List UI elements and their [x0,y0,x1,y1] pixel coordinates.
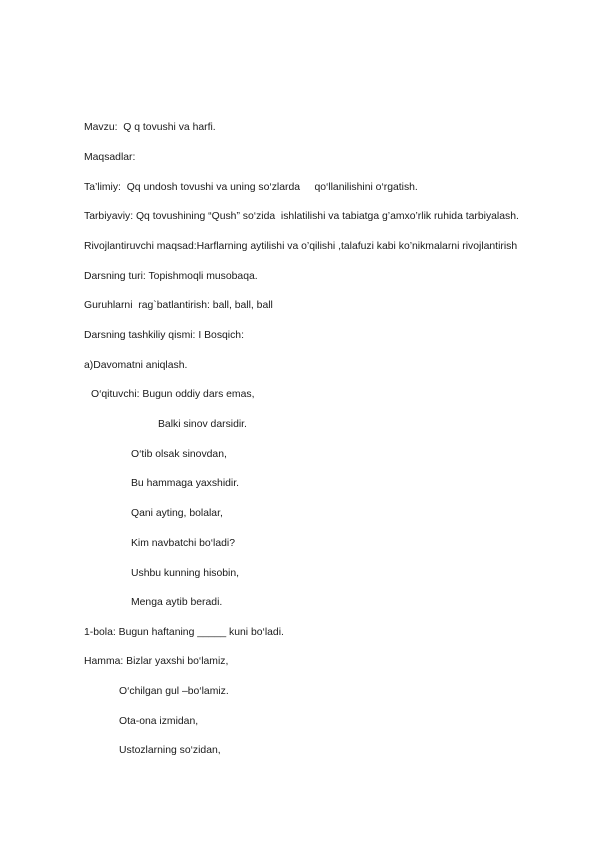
text-line-attendance: a)Davomatni aniqlash. [84,360,188,371]
text-line-developmental: Rivojlantiruvchi maqsad:Harflarning aytilishi va o’qilishi ,talafuzi kabi ko’nikmalarni rivojlantirish [84,241,518,252]
verse-line: Bu hammaga yaxshidir. [131,478,240,489]
text-line-teacher: O‘qituvchi: Bugun oddiy dars emas, [91,389,255,400]
verse-line: Qani ayting, bolalar, [131,508,223,519]
verse-line: Ustozlarning so‘zidan, [119,745,221,756]
text-line-upbringing: Tarbiyaviy: Qq tovushining “Qush” so‘zida ishlatilishi va tabiatga g’amxo’rlik ruhida tarbiyalash. [84,211,519,222]
verse-line: Menga aytib beradi. [131,597,223,608]
verse-line: Ota-ona izmidan, [119,716,199,727]
text-line-everyone: Hamma: Bizlar yaxshi bo‘lamiz, [84,656,229,667]
text-line-lesson-type: Darsning turi: Topishmoqli musobaqa. [84,271,258,282]
verse-line: O‘chilgan gul –bo‘lamiz. [119,686,229,697]
text-line-child: 1-bola: Bugun haftaning _____ kuni bo‘ladi. [84,627,284,638]
text-line-educational: Ta’limiy: Qq undosh tovushi va uning so‘zlarda qo‘llanilishini o‘rgatish. [84,182,418,193]
verse-line: Balki sinov darsidir. [158,419,247,430]
text-line-objectives: Maqsadlar: [84,152,136,163]
text-line-topic: Mavzu: Q q tovushi va harfi. [84,122,216,133]
verse-line: Ushbu kunning hisobin, [131,568,240,579]
verse-line: Kim navbatchi bo‘ladi? [131,538,235,549]
verse-line: O‘tib olsak sinovdan, [131,449,227,460]
text-line-organizational: Darsning tashkiliy qismi: I Bosqich: [84,330,244,341]
text-line-encouragement: Guruhlarni rag`batlantirish: ball, ball, ball [84,300,273,311]
